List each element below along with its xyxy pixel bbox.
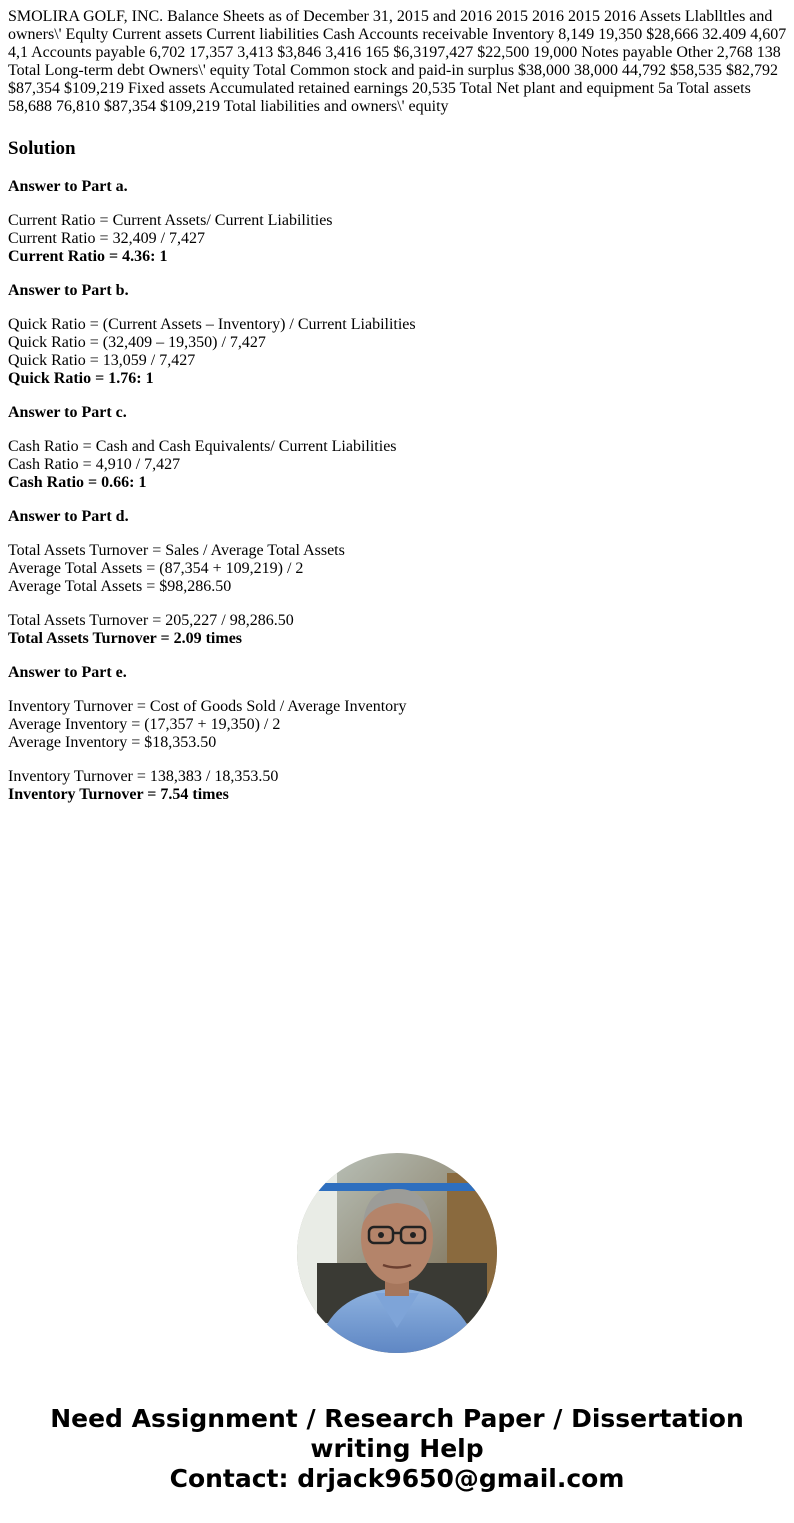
- calculation-result: Total Assets Turnover = 2.09 times: [8, 630, 243, 647]
- calculation-line: Average Total Assets = (87,354 + 109,219) / 2: [8, 560, 304, 577]
- calculation-line: Quick Ratio = (Current Assets – Inventory) / Current Liabilities: [8, 316, 416, 333]
- calculation-result: Quick Ratio = 1.76: 1: [8, 370, 154, 387]
- part-heading: Answer to Part c.: [8, 404, 127, 421]
- calculation-line: Quick Ratio = 13,059 / 7,427: [8, 352, 196, 369]
- calculation-line: Average Inventory = $18,353.50: [8, 734, 217, 751]
- calculation-block: [8, 316, 788, 388]
- part-heading: Answer to Part d.: [8, 508, 129, 525]
- calculation-result: Cash Ratio = 0.66: 1: [8, 474, 147, 491]
- calculation-line: Inventory Turnover = Cost of Goods Sold / Average Inventory: [8, 698, 407, 715]
- calculation-line: Quick Ratio = (32,409 – 19,350) / 7,427: [8, 334, 266, 351]
- calculation-block: [8, 542, 788, 596]
- calculation-result: Inventory Turnover = 7.54 times: [8, 786, 229, 803]
- calculation-block: [8, 698, 788, 752]
- calculation-line: Cash Ratio = Cash and Cash Equivalents/ Current Liabilities: [8, 438, 397, 455]
- calculation-line: Average Total Assets = $98,286.50: [8, 578, 232, 595]
- calculation-line: Current Ratio = 32,409 / 7,427: [8, 230, 206, 247]
- promo-line-2: writing Help: [310, 1434, 484, 1463]
- calculation-block: [8, 212, 788, 266]
- calculation-block: [8, 438, 788, 492]
- part-heading: Answer to Part b.: [8, 282, 129, 299]
- calculation-block: [8, 612, 788, 648]
- promo-contact: Contact: drjack9650@gmail.com: [169, 1464, 625, 1493]
- calculation-line: Total Assets Turnover = Sales / Average Total Assets: [8, 542, 345, 559]
- author-photo: [297, 1153, 497, 1353]
- calculation-line: Average Inventory = (17,357 + 19,350) / 2: [8, 716, 281, 733]
- promo-banner: [0, 1404, 794, 1494]
- calculation-result: Current Ratio = 4.36: 1: [8, 248, 168, 265]
- calculation-line: Current Ratio = Current Assets/ Current Liabilities: [8, 212, 333, 229]
- solution-heading: Solution: [8, 138, 76, 159]
- promo-line-1: Need Assignment / Research Paper / Dissertation: [50, 1404, 744, 1433]
- calculation-block: [8, 768, 788, 804]
- question-text: SMOLIRA GOLF, INC. Balance Sheets as of December 31, 2015 and 2016 2015 2016 2015 2016 Assets Llablltles and owners\' Equlty Current assets Current liabilities Cash Accounts receivable Inventory 8,149 19,350 $28,666 32.409 4,607 4,1 Accounts payable 6,702 17,357 3,413 $3,846 3,416 165 $6,3197,427 $22,500 19,000 Notes payable Other 2,768 138 Total Long-term debt Owners\' equity Total Common stock and paid-in surplus $38,000 38,000 44,792 $58,535 $82,792 $87,354 $109,219 Fixed assets Accumulated retained earnings 20,535 Total Net plant and equipment 5a Total assets 58,688 76,810 $87,354 $109,219 Total liabilities and owners\' equity: [8, 8, 787, 115]
- calculation-line: Inventory Turnover = 138,383 / 18,353.50: [8, 768, 279, 785]
- calculation-line: Cash Ratio = 4,910 / 7,427: [8, 456, 181, 473]
- main-content: [8, 8, 788, 820]
- part-heading: Answer to Part e.: [8, 664, 127, 681]
- part-heading: Answer to Part a.: [8, 178, 128, 195]
- solution-parts: [8, 178, 788, 804]
- calculation-line: Total Assets Turnover = 205,227 / 98,286.50: [8, 612, 294, 629]
- author-avatar: [297, 1153, 497, 1353]
